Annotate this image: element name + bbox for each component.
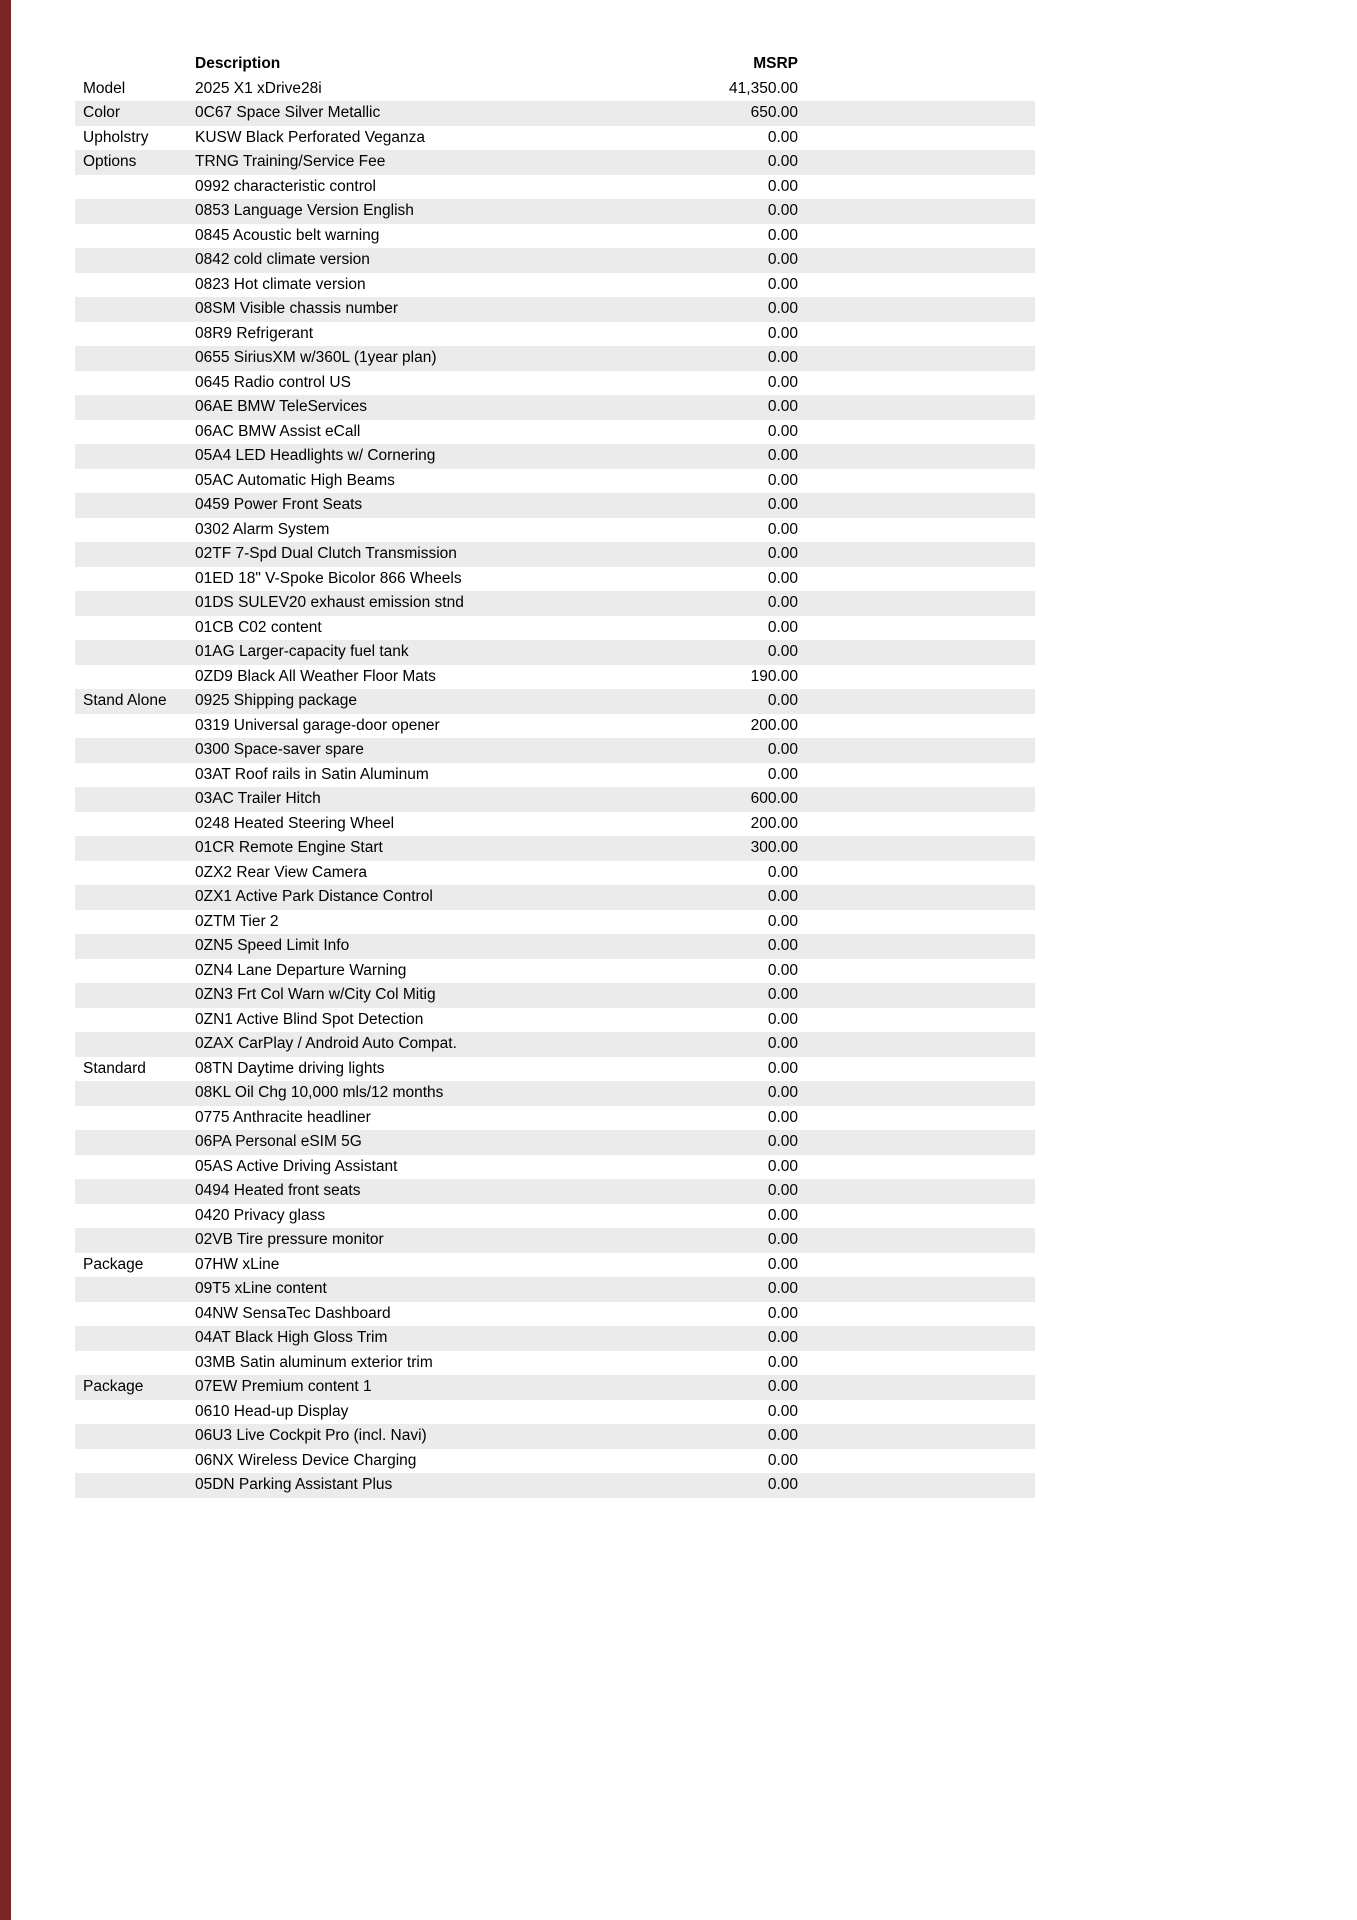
table-header-row [75, 52, 1035, 77]
category-cell [75, 395, 195, 420]
description-cell: 05AC Automatic High Beams [195, 471, 395, 489]
msrp-cell: 0.00 [767, 520, 798, 538]
msrp-cell: 600.00 [750, 790, 798, 807]
category-column-header [75, 52, 195, 77]
filler-cell [798, 444, 1035, 469]
category-cell [75, 1106, 195, 1131]
description-cell: 0992 characteristic control [195, 177, 376, 195]
filler-cell [798, 1424, 1035, 1449]
category-cell [75, 934, 195, 959]
msrp-cell: 0.00 [767, 128, 798, 146]
msrp-cell: 0.00 [767, 1108, 798, 1126]
msrp-cell: 0.00 [767, 1010, 798, 1028]
filler-cell [798, 983, 1035, 1008]
table-body [75, 77, 1035, 1498]
category-cell [75, 567, 195, 592]
msrp-cell: 0.00 [767, 643, 798, 660]
msrp-cell: 0.00 [767, 888, 798, 905]
vehicle-price-table [75, 52, 1035, 1498]
description-cell: 09T5 xLine content [195, 1280, 327, 1297]
filler-cell [798, 297, 1035, 322]
msrp-cell: 0.00 [767, 1084, 798, 1101]
msrp-cell: 0.00 [767, 765, 798, 783]
category-cell [75, 738, 195, 763]
msrp-cell: 41,350.00 [729, 79, 798, 97]
description-cell: 0ZN3 Frt Col Warn w/City Col Mitig [195, 986, 436, 1003]
description-cell: 0ZX2 Rear View Camera [195, 863, 368, 881]
table-row [75, 1081, 1035, 1106]
category-cell [75, 1400, 195, 1425]
table-row [75, 689, 1035, 714]
filler-cell [798, 640, 1035, 665]
filler-cell [798, 689, 1035, 714]
category-cell [75, 322, 195, 347]
msrp-cell: 0.00 [767, 912, 798, 930]
msrp-cell: 190.00 [750, 667, 798, 685]
description-cell: TRNG Training/Service Fee [195, 153, 386, 170]
table-row [75, 297, 1035, 322]
table-row [75, 787, 1035, 812]
description-cell: 06PA Personal eSIM 5G [195, 1133, 362, 1150]
table-row [75, 1228, 1035, 1253]
category-cell [75, 1449, 195, 1474]
description-cell: 0ZN4 Lane Departure Warning [195, 961, 407, 979]
category-cell [75, 444, 195, 469]
msrp-cell: 0.00 [767, 177, 798, 195]
filler-cell [798, 420, 1035, 445]
table-row [75, 542, 1035, 567]
category-cell [75, 420, 195, 445]
description-cell: 01CR Remote Engine Start [195, 839, 383, 856]
description-cell: 0302 Alarm System [195, 520, 330, 538]
category-cell [75, 1473, 195, 1498]
table-row [75, 1449, 1035, 1474]
msrp-cell: 0.00 [767, 398, 798, 415]
table-row [75, 591, 1035, 616]
filler-cell [798, 861, 1035, 886]
description-cell: 0248 Heated Steering Wheel [195, 814, 395, 832]
msrp-cell: 0.00 [767, 569, 798, 587]
filler-cell [798, 518, 1035, 543]
table-row [75, 493, 1035, 518]
category-cell [75, 836, 195, 861]
filler-cell [798, 812, 1035, 837]
msrp-cell: 0.00 [767, 1231, 798, 1248]
msrp-cell: 0.00 [767, 1402, 798, 1420]
msrp-cell: 0.00 [767, 153, 798, 170]
table-row [75, 910, 1035, 935]
filler-cell [798, 616, 1035, 641]
msrp-cell: 0.00 [767, 741, 798, 758]
msrp-cell: 0.00 [767, 1035, 798, 1052]
filler-cell [798, 395, 1035, 420]
category-cell [75, 248, 195, 273]
table-row [75, 199, 1035, 224]
category-cell [75, 493, 195, 518]
description-cell: 0300 Space-saver spare [195, 741, 364, 758]
description-cell: 06NX Wireless Device Charging [195, 1451, 417, 1469]
category-cell [75, 665, 195, 690]
table-row [75, 1032, 1035, 1057]
category-cell [75, 1008, 195, 1033]
description-cell: 06U3 Live Cockpit Pro (incl. Navi) [195, 1427, 427, 1444]
filler-cell [798, 763, 1035, 788]
description-cell: 08SM Visible chassis number [195, 300, 399, 317]
msrp-cell: 0.00 [767, 1133, 798, 1150]
table-row [75, 1326, 1035, 1351]
table-row [75, 1057, 1035, 1082]
filler-cell [798, 1179, 1035, 1204]
table-row [75, 567, 1035, 592]
filler-cell [798, 836, 1035, 861]
table-row [75, 1155, 1035, 1180]
table-row [75, 738, 1035, 763]
description-cell: 0645 Radio control US [195, 373, 351, 391]
category-cell [75, 1130, 195, 1155]
description-cell: KUSW Black Perforated Veganza [195, 128, 426, 146]
description-cell: 0842 cold climate version [195, 251, 370, 268]
msrp-cell: 0.00 [767, 324, 798, 342]
description-cell: 0319 Universal garage-door opener [195, 716, 440, 734]
msrp-cell: 650.00 [750, 104, 798, 121]
filler-cell [798, 101, 1035, 126]
category-cell [75, 640, 195, 665]
table-row [75, 444, 1035, 469]
table-row [75, 1204, 1035, 1229]
description-cell: 02VB Tire pressure monitor [195, 1231, 384, 1248]
category-cell [75, 1081, 195, 1106]
description-cell: 05DN Parking Assistant Plus [195, 1476, 393, 1493]
category-cell [75, 983, 195, 1008]
msrp-cell: 0.00 [767, 373, 798, 391]
category-cell [75, 542, 195, 567]
msrp-cell: 0.00 [767, 863, 798, 881]
table-row [75, 836, 1035, 861]
page-edge-artifact [0, 0, 11, 1920]
description-cell: 04NW SensaTec Dashboard [195, 1304, 391, 1322]
msrp-cell: 0.00 [767, 1157, 798, 1175]
table-row [75, 322, 1035, 347]
category-cell [75, 812, 195, 837]
description-cell: 07HW xLine [195, 1255, 280, 1273]
description-cell: 0ZX1 Active Park Distance Control [195, 888, 433, 905]
category-cell [75, 1155, 195, 1180]
filler-cell [798, 665, 1035, 690]
table-row [75, 1106, 1035, 1131]
filler-cell [798, 1081, 1035, 1106]
description-cell: 02TF 7-Spd Dual Clutch Transmission [195, 545, 457, 562]
category-cell [75, 469, 195, 494]
category-cell [75, 199, 195, 224]
table-row [75, 812, 1035, 837]
description-cell: 0775 Anthracite headliner [195, 1108, 371, 1126]
category-cell [75, 1326, 195, 1351]
filler-cell [798, 1130, 1035, 1155]
category-cell: Package [83, 1255, 144, 1273]
msrp-cell: 0.00 [767, 1329, 798, 1346]
description-cell: 06AC BMW Assist eCall [195, 422, 361, 440]
table-row [75, 1179, 1035, 1204]
msrp-cell: 0.00 [767, 961, 798, 979]
description-column-header: Description [195, 55, 281, 72]
category-cell [75, 591, 195, 616]
filler-cell [798, 1277, 1035, 1302]
filler-cell [798, 1228, 1035, 1253]
table-row [75, 1253, 1035, 1278]
filler-cell [798, 1326, 1035, 1351]
description-cell: 0ZD9 Black All Weather Floor Mats [195, 667, 436, 685]
description-cell: 01AG Larger-capacity fuel tank [195, 643, 409, 660]
filler-cell [798, 371, 1035, 396]
table-row [75, 224, 1035, 249]
category-cell [75, 1032, 195, 1057]
table-row [75, 665, 1035, 690]
msrp-cell: 0.00 [767, 545, 798, 562]
msrp-cell: 0.00 [767, 251, 798, 268]
filler-cell [798, 77, 1035, 102]
description-cell: 0C67 Space Silver Metallic [195, 104, 381, 121]
table-row [75, 77, 1035, 102]
table-row [75, 1473, 1035, 1498]
msrp-cell: 0.00 [767, 692, 798, 709]
table-row [75, 714, 1035, 739]
category-cell [75, 1204, 195, 1229]
filler-cell [798, 469, 1035, 494]
filler-cell [798, 224, 1035, 249]
filler-cell [798, 738, 1035, 763]
table-row [75, 346, 1035, 371]
msrp-cell: 0.00 [767, 275, 798, 293]
description-cell: 03MB Satin aluminum exterior trim [195, 1353, 433, 1371]
category-cell: Model [83, 79, 126, 97]
description-cell: 08R9 Refrigerant [195, 324, 314, 342]
table-row [75, 101, 1035, 126]
category-cell [75, 763, 195, 788]
description-cell: 01CB C02 content [195, 618, 322, 636]
table-row [75, 469, 1035, 494]
msrp-cell: 0.00 [767, 1427, 798, 1444]
msrp-cell: 0.00 [767, 1451, 798, 1469]
filler-cell [798, 1204, 1035, 1229]
msrp-cell: 0.00 [767, 1182, 798, 1199]
table-row [75, 983, 1035, 1008]
table-row [75, 126, 1035, 151]
filler-cell [798, 1106, 1035, 1131]
filler-cell [798, 567, 1035, 592]
table-row [75, 1302, 1035, 1327]
msrp-cell: 0.00 [767, 937, 798, 954]
msrp-cell: 0.00 [767, 1353, 798, 1371]
category-cell [75, 714, 195, 739]
msrp-cell: 0.00 [767, 226, 798, 244]
table-row [75, 885, 1035, 910]
table-row [75, 1008, 1035, 1033]
category-cell [75, 1351, 195, 1376]
table-row [75, 861, 1035, 886]
msrp-cell: 0.00 [767, 1059, 798, 1077]
category-cell [75, 518, 195, 543]
description-cell: 03AT Roof rails in Satin Aluminum [195, 765, 429, 783]
filler-cell [798, 934, 1035, 959]
description-cell: 0ZN1 Active Blind Spot Detection [195, 1010, 424, 1028]
msrp-cell: 0.00 [767, 1206, 798, 1224]
msrp-cell: 0.00 [767, 1304, 798, 1322]
description-cell: 0823 Hot climate version [195, 275, 366, 293]
filler-cell [798, 1351, 1035, 1376]
table-row [75, 616, 1035, 641]
description-cell: 0459 Power Front Seats [195, 496, 363, 513]
msrp-cell: 0.00 [767, 471, 798, 489]
category-cell [75, 346, 195, 371]
description-cell: 01DS SULEV20 exhaust emission stnd [195, 594, 464, 611]
filler-cell [798, 910, 1035, 935]
filler-cell [798, 1400, 1035, 1425]
msrp-cell: 0.00 [767, 202, 798, 219]
msrp-cell: 0.00 [767, 986, 798, 1003]
filler-cell [798, 199, 1035, 224]
table-row [75, 763, 1035, 788]
msrp-cell: 0.00 [767, 594, 798, 611]
description-cell: 0925 Shipping package [195, 692, 358, 709]
description-cell: 0494 Heated front seats [195, 1182, 361, 1199]
filler-cell [798, 1473, 1035, 1498]
category-cell [75, 959, 195, 984]
table-row [75, 934, 1035, 959]
msrp-column-header: MSRP [753, 55, 798, 72]
category-cell [75, 273, 195, 298]
table-row [75, 1277, 1035, 1302]
filler-cell [798, 1008, 1035, 1033]
description-cell: 0610 Head-up Display [195, 1402, 349, 1420]
category-cell [75, 371, 195, 396]
msrp-cell: 200.00 [750, 814, 798, 832]
table-row [75, 959, 1035, 984]
description-cell: 01ED 18" V-Spoke Bicolor 866 Wheels [195, 569, 462, 587]
category-cell [75, 175, 195, 200]
category-cell [75, 1302, 195, 1327]
filler-cell [798, 591, 1035, 616]
msrp-cell: 0.00 [767, 1476, 798, 1493]
msrp-cell: 0.00 [767, 496, 798, 513]
table-row [75, 273, 1035, 298]
category-cell [75, 1228, 195, 1253]
category-cell: Stand Alone [83, 692, 167, 709]
category-cell: Package [83, 1378, 144, 1395]
category-cell [75, 616, 195, 641]
category-cell [75, 910, 195, 935]
filler-cell [798, 1253, 1035, 1278]
description-cell: 0ZAX CarPlay / Android Auto Compat. [195, 1035, 457, 1052]
description-cell: 07EW Premium content 1 [195, 1378, 372, 1395]
msrp-cell: 0.00 [767, 1255, 798, 1273]
description-cell: 0ZN5 Speed Limit Info [195, 937, 350, 954]
description-cell: 08KL Oil Chg 10,000 mls/12 months [195, 1084, 444, 1101]
description-cell: 0845 Acoustic belt warning [195, 226, 380, 244]
category-cell [75, 861, 195, 886]
filler-cell [798, 959, 1035, 984]
category-cell [75, 885, 195, 910]
description-cell: 05A4 LED Headlights w/ Cornering [195, 447, 436, 464]
category-cell [75, 787, 195, 812]
table-row [75, 420, 1035, 445]
description-cell: 08TN Daytime driving lights [195, 1059, 385, 1077]
table-row [75, 1424, 1035, 1449]
category-cell [75, 1179, 195, 1204]
filler-cell [798, 322, 1035, 347]
table-row [75, 518, 1035, 543]
table-row [75, 150, 1035, 175]
category-cell: Color [83, 104, 121, 121]
filler-cell [798, 150, 1035, 175]
category-cell: Options [83, 153, 137, 170]
description-cell: 05AS Active Driving Assistant [195, 1157, 398, 1175]
msrp-cell: 0.00 [767, 422, 798, 440]
filler-cell [798, 1302, 1035, 1327]
filler-cell [798, 248, 1035, 273]
filler-cell [798, 1057, 1035, 1082]
filler-cell [798, 885, 1035, 910]
msrp-cell: 0.00 [767, 1378, 798, 1395]
filler-cell [798, 542, 1035, 567]
description-cell: 06AE BMW TeleServices [195, 398, 367, 415]
filler-cell [798, 273, 1035, 298]
filler-cell [798, 1449, 1035, 1474]
category-cell [75, 224, 195, 249]
filler-cell [798, 1032, 1035, 1057]
table-row [75, 1375, 1035, 1400]
filler-cell [798, 493, 1035, 518]
description-cell: 0655 SiriusXM w/360L (1year plan) [195, 349, 437, 366]
filler-cell [798, 714, 1035, 739]
filler-cell [798, 787, 1035, 812]
msrp-cell: 0.00 [767, 300, 798, 317]
table-row [75, 175, 1035, 200]
table-row [75, 395, 1035, 420]
description-cell: 04AT Black High Gloss Trim [195, 1329, 388, 1346]
category-cell [75, 297, 195, 322]
msrp-cell: 300.00 [750, 839, 798, 856]
category-cell [75, 1277, 195, 1302]
category-cell: Standard [83, 1059, 146, 1077]
msrp-cell: 0.00 [767, 1280, 798, 1297]
msrp-cell: 0.00 [767, 349, 798, 366]
filler-column-header [798, 52, 1035, 77]
table-row [75, 371, 1035, 396]
table-row [75, 248, 1035, 273]
description-cell: 0420 Privacy glass [195, 1206, 326, 1224]
category-cell: Upholstry [83, 128, 149, 146]
msrp-cell: 0.00 [767, 618, 798, 636]
table-row [75, 1130, 1035, 1155]
msrp-cell: 0.00 [767, 447, 798, 464]
filler-cell [798, 1375, 1035, 1400]
description-cell: 0853 Language Version English [195, 202, 414, 219]
description-cell: 0ZTM Tier 2 [195, 912, 279, 930]
filler-cell [798, 1155, 1035, 1180]
msrp-cell: 200.00 [750, 716, 798, 734]
description-cell: 2025 X1 xDrive28i [195, 79, 322, 97]
category-cell [75, 1424, 195, 1449]
filler-cell [798, 346, 1035, 371]
table-row [75, 1400, 1035, 1425]
description-cell: 03AC Trailer Hitch [195, 790, 321, 807]
filler-cell [798, 175, 1035, 200]
filler-cell [798, 126, 1035, 151]
table-row [75, 640, 1035, 665]
table-row [75, 1351, 1035, 1376]
